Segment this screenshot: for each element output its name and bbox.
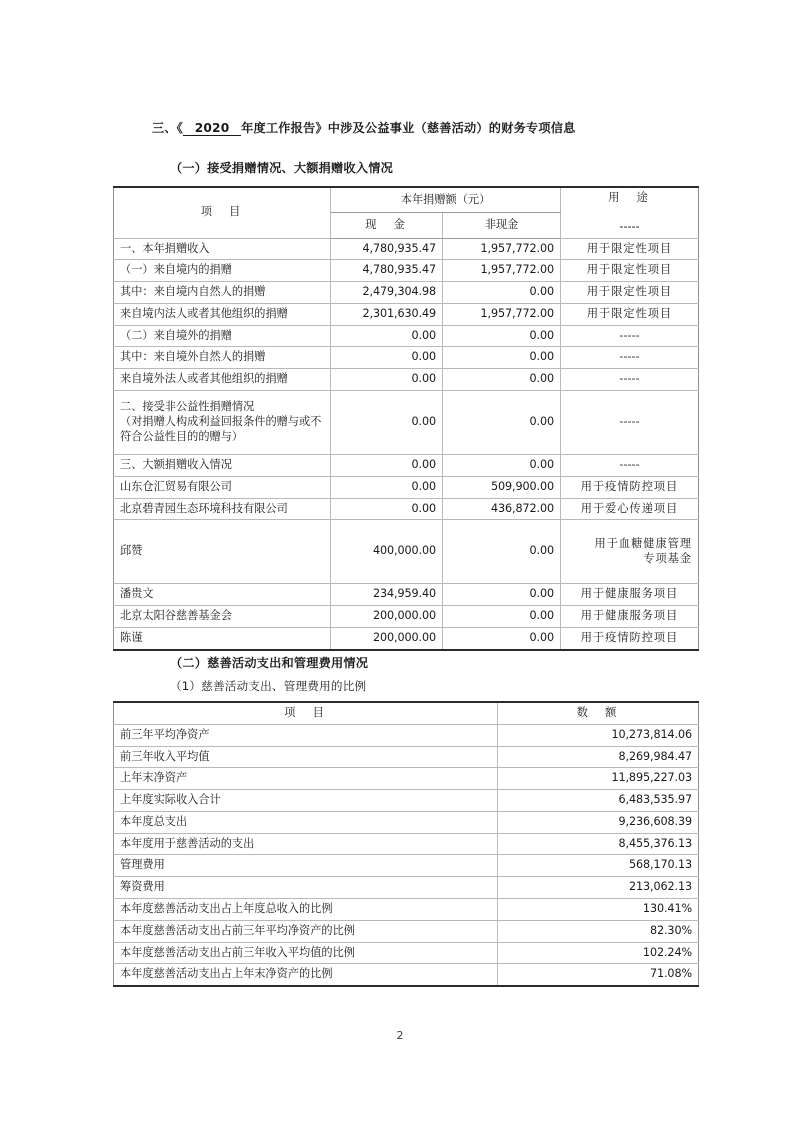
row-amount: 71.08%	[498, 964, 699, 986]
row-item-label: 前三年平均净资产	[114, 724, 498, 746]
col-header-item: 项 目	[114, 187, 331, 238]
table-row	[114, 606, 699, 628]
row-item-label: 本年度慈善活动支出占前三年收入平均值的比例	[114, 942, 498, 964]
row-noncash-amount: 0.00	[443, 325, 561, 347]
table-row	[114, 790, 699, 812]
row-item-label: （二）来自境外的捐赠	[114, 325, 331, 347]
row-noncash-amount: 436,872.00	[443, 498, 561, 520]
row-noncash-amount: 0.00	[443, 391, 561, 455]
table-row	[114, 391, 699, 455]
row-item-label: 管理费用	[114, 855, 498, 877]
row-item-label: 山东仓汇贸易有限公司	[114, 476, 331, 498]
row-purpose: 用于健康服务项目	[561, 606, 699, 628]
row-purpose: 用于限定性项目	[561, 238, 699, 260]
donations-table	[113, 186, 699, 651]
row-amount: 568,170.13	[498, 855, 699, 877]
row-cash-amount: 0.00	[331, 325, 443, 347]
row-cash-amount: 2,479,304.98	[331, 282, 443, 304]
table-row	[114, 942, 699, 964]
table-row	[114, 833, 699, 855]
row-item-label: 一、本年捐赠收入	[114, 238, 331, 260]
section-one-heading: （一）接受捐赠情况、大额捐赠收入情况	[170, 161, 393, 175]
col-header-amount-group: 本年捐赠额（元）	[331, 187, 561, 213]
row-item-label: 其中：来自境内自然人的捐赠	[114, 282, 331, 304]
table-row	[114, 325, 699, 347]
table-row	[114, 855, 699, 877]
donations-table-head	[114, 187, 699, 238]
row-cash-amount: 200,000.00	[331, 627, 443, 649]
row-amount: 102.24%	[498, 942, 699, 964]
donations-table-body	[114, 238, 699, 650]
col-header-item: 项 目	[114, 702, 498, 724]
row-purpose: -----	[561, 391, 699, 455]
col-header-cash: 现 金	[331, 213, 443, 238]
row-item-label: 本年度总支出	[114, 811, 498, 833]
table-row	[114, 746, 699, 768]
row-item-label: 来自境内法人或者其他组织的捐赠	[114, 303, 331, 325]
row-amount: 82.30%	[498, 920, 699, 942]
row-cash-amount: 0.00	[331, 391, 443, 455]
row-cash-amount: 0.00	[331, 498, 443, 520]
row-item-label: 本年度慈善活动支出占上年末净资产的比例	[114, 964, 498, 986]
table-row	[114, 584, 699, 606]
row-item-label: 二、接受非公益性捐赠情况 （对捐赠人构成利益回报条件的赠与或不符合公益性目的的赠与）	[114, 391, 331, 455]
expenses-table-head	[114, 702, 699, 724]
table-row	[114, 768, 699, 790]
table-row	[114, 877, 699, 899]
row-cash-amount: 2,301,630.49	[331, 303, 443, 325]
table-row	[114, 899, 699, 921]
row-item-label: 本年度慈善活动支出占上年度总收入的比例	[114, 899, 498, 921]
page-title	[152, 119, 576, 136]
page-number: 2	[396, 1029, 404, 1042]
row-noncash-amount: 0.00	[443, 369, 561, 391]
row-noncash-amount: 0.00	[443, 347, 561, 369]
row-cash-amount: 4,780,935.47	[331, 238, 443, 260]
table-row	[114, 455, 699, 477]
section-two-subheading: （1）慈善活动支出、管理费用的比例	[170, 679, 367, 693]
row-item-label: 陈谨	[114, 627, 331, 649]
table-header-row	[114, 702, 699, 724]
row-amount: 8,455,376.13	[498, 833, 699, 855]
row-cash-amount: 234,959.40	[331, 584, 443, 606]
expenses-table	[113, 701, 699, 987]
row-amount: 8,269,984.47	[498, 746, 699, 768]
row-purpose: 用于限定性项目	[561, 282, 699, 304]
row-noncash-amount: 0.00	[443, 455, 561, 477]
col-header-purpose: 用 途	[608, 191, 651, 204]
table-row	[114, 347, 699, 369]
row-purpose: 用于血糖健康管理 专项基金	[561, 520, 699, 584]
row-cash-amount: 0.00	[331, 369, 443, 391]
title-year-field: 2020	[183, 121, 241, 136]
row-noncash-amount: 0.00	[443, 627, 561, 649]
row-cash-amount: 0.00	[331, 476, 443, 498]
title-suffix: 年度工作报告》中涉及公益事业（慈善活动）的财务专项信息	[241, 121, 576, 135]
table-row	[114, 282, 699, 304]
row-purpose: 用于疫情防控项目	[561, 627, 699, 649]
table-row	[114, 811, 699, 833]
row-item-label: 其中：来自境外自然人的捐赠	[114, 347, 331, 369]
row-cash-amount: 4,780,935.47	[331, 260, 443, 282]
table-row	[114, 303, 699, 325]
row-item-label: 潘贵文	[114, 584, 331, 606]
row-amount: 9,236,608.39	[498, 811, 699, 833]
row-cash-amount: 400,000.00	[331, 520, 443, 584]
row-amount: 6,483,535.97	[498, 790, 699, 812]
row-noncash-amount: 1,957,772.00	[443, 238, 561, 260]
row-amount: 130.41%	[498, 899, 699, 921]
row-noncash-amount: 0.00	[443, 282, 561, 304]
row-purpose: 用于限定性项目	[561, 260, 699, 282]
row-noncash-amount: 0.00	[443, 584, 561, 606]
row-purpose: 用于疫情防控项目	[561, 476, 699, 498]
table-row	[114, 238, 699, 260]
row-purpose: -----	[561, 325, 699, 347]
table-row	[114, 476, 699, 498]
row-purpose: -----	[561, 369, 699, 391]
row-noncash-amount: 509,900.00	[443, 476, 561, 498]
table-row	[114, 627, 699, 649]
row-purpose: 用于限定性项目	[561, 303, 699, 325]
row-item-label: 北京太阳谷慈善基金会	[114, 606, 331, 628]
row-item-label: 上年度实际收入合计	[114, 790, 498, 812]
row-amount: 213,062.13	[498, 877, 699, 899]
row-item-label: 前三年收入平均值	[114, 746, 498, 768]
row-purpose: 用于爱心传递项目	[561, 498, 699, 520]
row-item-label: 三、大额捐赠收入情况	[114, 455, 331, 477]
table-row	[114, 498, 699, 520]
row-noncash-amount: 1,957,772.00	[443, 260, 561, 282]
table-row	[114, 920, 699, 942]
row-item-label: 邱赞	[114, 520, 331, 584]
row-item-label: 本年度慈善活动支出占前三年平均净资产的比例	[114, 920, 498, 942]
row-cash-amount: 200,000.00	[331, 606, 443, 628]
row-noncash-amount: 0.00	[443, 520, 561, 584]
row-amount: 11,895,227.03	[498, 768, 699, 790]
row-item-label: 筹资费用	[114, 877, 498, 899]
col-header-amount: 数 额	[498, 702, 699, 724]
table-row	[114, 724, 699, 746]
table-row	[114, 260, 699, 282]
table-row	[114, 520, 699, 584]
section-two-heading: （二）慈善活动支出和管理费用情况	[170, 656, 369, 670]
col-header-purpose-sub: -----	[619, 219, 640, 233]
col-header-noncash: 非现金	[443, 213, 561, 238]
title-prefix: 三、《	[152, 121, 184, 135]
table-row	[114, 964, 699, 986]
table-header-row	[114, 187, 699, 213]
row-purpose: 用于健康服务项目	[561, 584, 699, 606]
row-item-label: 本年度用于慈善活动的支出	[114, 833, 498, 855]
row-cash-amount: 0.00	[331, 347, 443, 369]
row-item-label: 北京碧青园生态环境科技有限公司	[114, 498, 331, 520]
row-item-label: 上年末净资产	[114, 768, 498, 790]
row-noncash-amount: 1,957,772.00	[443, 303, 561, 325]
row-purpose: -----	[561, 455, 699, 477]
row-item-label: 来自境外法人或者其他组织的捐赠	[114, 369, 331, 391]
row-amount: 10,273,814.06	[498, 724, 699, 746]
expenses-table-body	[114, 724, 699, 986]
row-cash-amount: 0.00	[331, 455, 443, 477]
row-noncash-amount: 0.00	[443, 606, 561, 628]
table-row	[114, 369, 699, 391]
row-item-label: （一）来自境内的捐赠	[114, 260, 331, 282]
row-purpose: -----	[561, 347, 699, 369]
col-header-purpose-wrap	[561, 187, 699, 238]
